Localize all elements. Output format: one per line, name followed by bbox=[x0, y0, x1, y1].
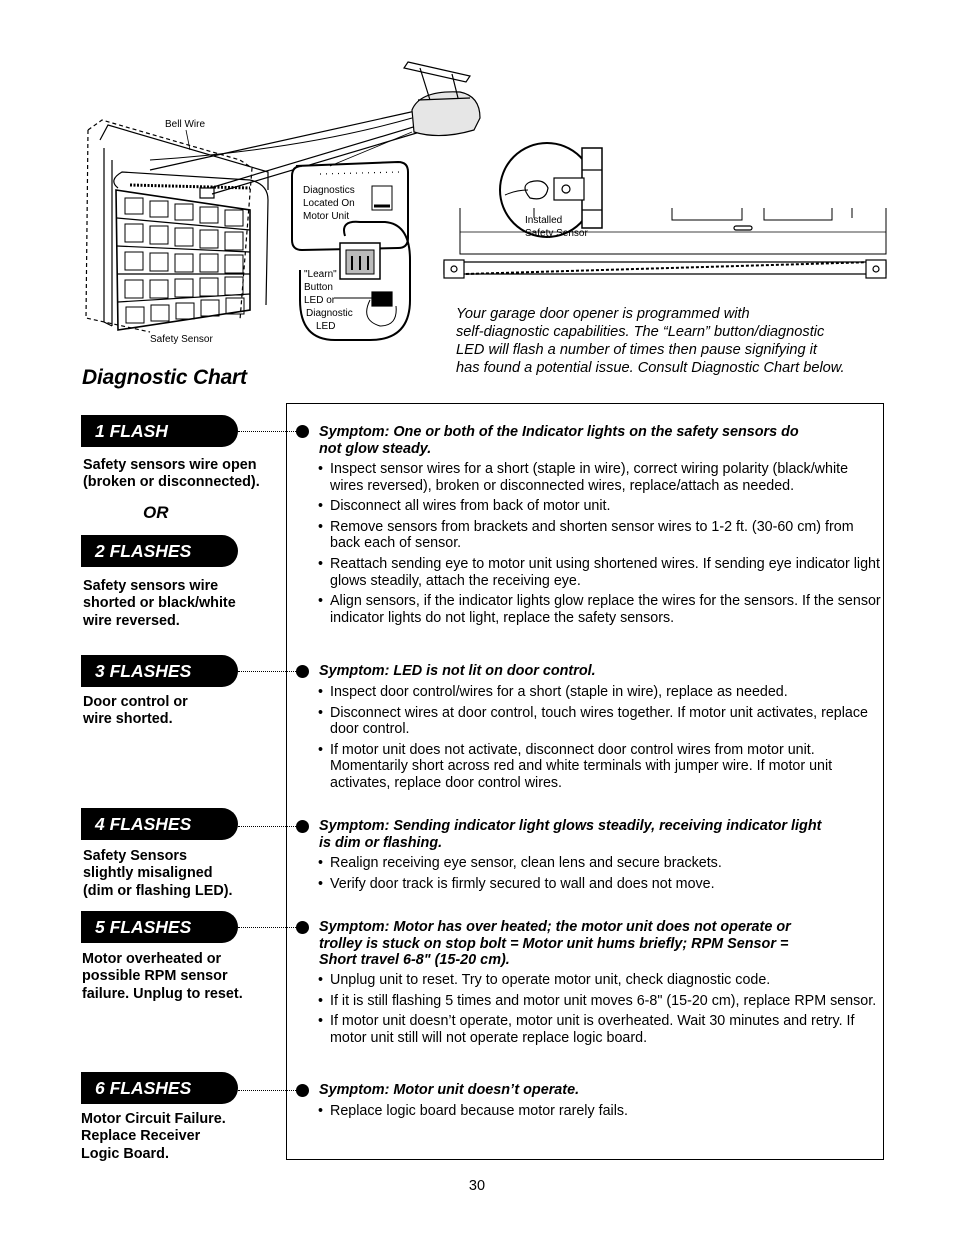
list-item: • Align sensors, if the indicator lights glow replace the wires for the sensors. If the sensor indicator lights do not light, replace the safety sensors. bbox=[318, 593, 884, 626]
list-item: • Replace logic board because motor rarely fails. bbox=[318, 1103, 884, 1120]
flash-code-2: 2 FLASHES bbox=[81, 535, 238, 567]
intro-paragraph: Your garage door opener is programmed with self-diagnostic capabilities. The “Learn” button/diagnostic LED will flash a number of times then pause signifying it has found a potential issue. Consult Diagnostic Chart below. bbox=[456, 306, 845, 376]
flash-code-1: 1 FLASH bbox=[81, 415, 238, 447]
flash-cause-1: Safety sensors wire open (broken or disconnected). bbox=[83, 457, 260, 491]
flash-code-4: 4 FLASHES bbox=[81, 808, 238, 840]
flash-cause-3: Door control or wire shorted. bbox=[83, 694, 188, 728]
list-item: • Realign receiving eye sensor, clean lens and secure brackets. bbox=[318, 855, 884, 872]
list-item: • Reattach sending eye to motor unit using shortened wires. If sending eye indicator light glows steadily, attach the receiving eye. bbox=[318, 556, 884, 589]
list-item: • If it is still flashing 5 times and motor unit moves 6-8" (15-20 cm), replace RPM sensor. bbox=[318, 993, 884, 1010]
list-item: • Verify door track is firmly secured to wall and does not move. bbox=[318, 876, 884, 893]
flash-cause-4: Safety Sensors slightly misaligned (dim or flashing LED). bbox=[83, 848, 233, 899]
list-item: • Disconnect wires at door control, touch wires together. If motor unit activates, replace door control. bbox=[318, 705, 884, 738]
symptom-list-1 bbox=[318, 461, 884, 630]
list-item: • Unplug unit to reset. Try to operate motor unit, check diagnostic code. bbox=[318, 972, 884, 989]
flash-cause-2: Safety sensors wire shorted or black/white wire reversed. bbox=[83, 578, 236, 629]
symptom-heading-3: Symptom: Sending indicator light glows steadily, receiving indicator light is dim or flashing. bbox=[319, 818, 822, 851]
symptom-list-5 bbox=[318, 1103, 884, 1124]
symptom-list-4 bbox=[318, 972, 884, 1050]
list-item: • If motor unit does not activate, disconnect door control wires from motor unit. Momentarily short across red and white terminals with jumper wire. If motor unit activates, replace door control wires. bbox=[318, 742, 884, 792]
symptom-heading-1: Symptom: One or both of the Indicator lights on the safety sensors do not glow steady. bbox=[319, 424, 799, 457]
symptom-list-2 bbox=[318, 684, 884, 796]
bell-wire-label: Bell Wire bbox=[165, 119, 206, 130]
symptom-list-3 bbox=[318, 855, 884, 896]
or-label: OR bbox=[143, 503, 169, 522]
flash-cause-6: Motor Circuit Failure. Replace Receiver Logic Board. bbox=[81, 1111, 226, 1162]
page-number: 30 bbox=[468, 1178, 486, 1194]
learn-button-label: "Learn" Button LED or Diagnostic LED bbox=[304, 269, 353, 332]
list-item: • Remove sensors from brackets and shorten sensor wires to 1-2 ft. (30-60 cm) from back each of sensor. bbox=[318, 519, 884, 552]
installed-sensor-label: Installed Safety Sensor bbox=[525, 215, 588, 239]
flash-code-6: 6 FLASHES bbox=[81, 1072, 238, 1104]
page-title: Diagnostic Chart bbox=[82, 366, 247, 389]
list-item: • If motor unit doesn’t operate, motor unit is overheated. Wait 30 minutes and retry. If motor unit still will not operate replace logic board. bbox=[318, 1013, 884, 1046]
safety-sensor-label: Safety Sensor bbox=[150, 334, 213, 345]
symptom-heading-4: Symptom: Motor has over heated; the motor unit does not operate or trolley is stuck on stop bolt = Motor unit hums briefly; RPM Sensor = Short travel 6-8" (15-20 cm). bbox=[319, 919, 791, 969]
flash-cause-5: Motor overheated or possible RPM sensor failure. Unplug to reset. bbox=[82, 951, 243, 1002]
list-item: • Inspect door control/wires for a short (staple in wire), replace as needed. bbox=[318, 684, 884, 701]
list-item: • Inspect sensor wires for a short (staple in wire), correct wiring polarity (black/white wires reversed), broken or disconnected wires, replace/attach as needed. bbox=[318, 461, 884, 494]
diagnostics-label: Diagnostics Located On Motor Unit bbox=[303, 185, 355, 222]
flash-code-5: 5 FLASHES bbox=[81, 911, 238, 943]
symptom-heading-5: Symptom: Motor unit doesn’t operate. bbox=[319, 1082, 580, 1098]
list-item: • Disconnect all wires from back of motor unit. bbox=[318, 498, 884, 515]
symptom-heading-2: Symptom: LED is not lit on door control. bbox=[319, 663, 596, 679]
flash-code-3: 3 FLASHES bbox=[81, 655, 238, 687]
